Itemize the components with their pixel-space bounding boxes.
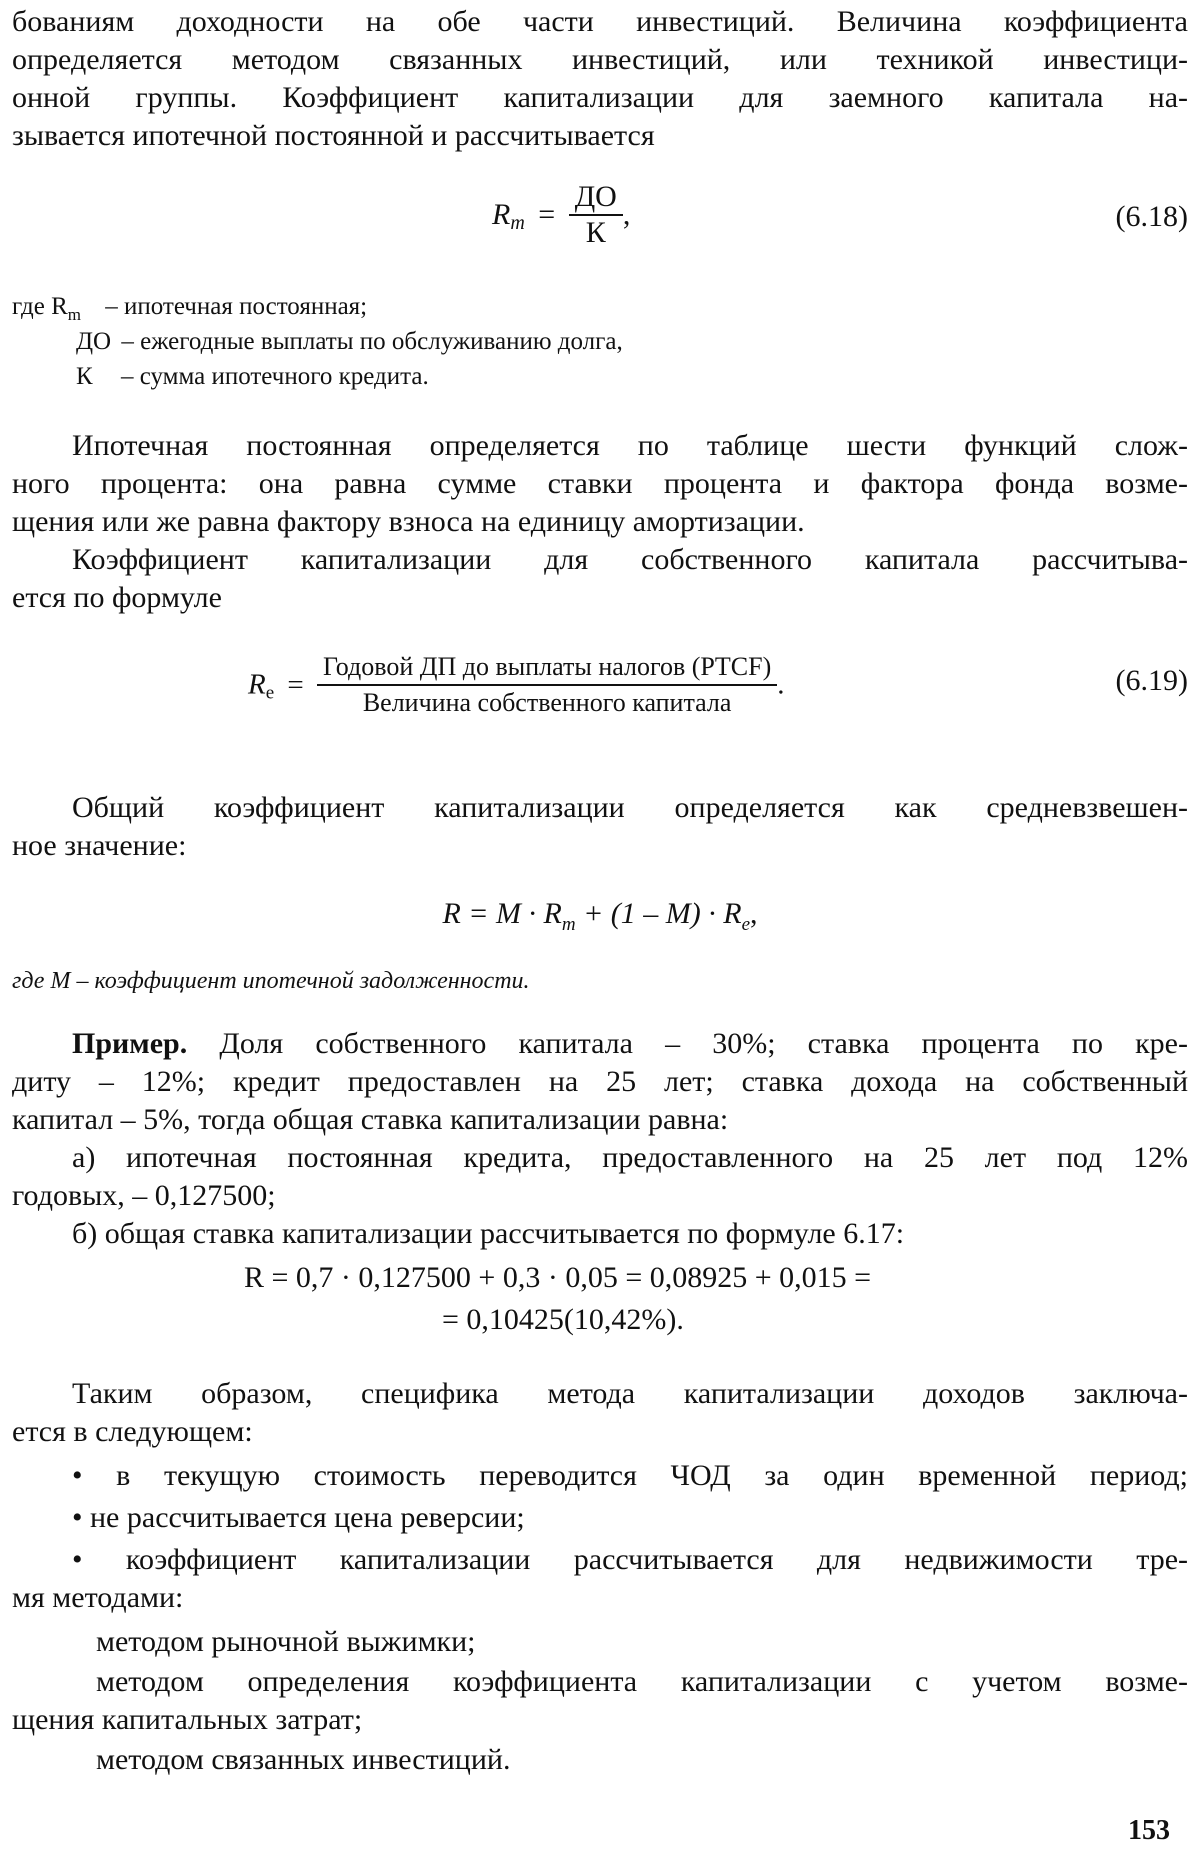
legend-m: где M – коэффициент ипотечной задолженности. <box>12 968 530 994</box>
eq-lhs-sub: e <box>265 682 275 704</box>
formula-sub: e <box>741 914 751 935</box>
legend-sub: m <box>67 305 81 324</box>
method-item: методом связанных инвестиций. <box>96 1743 511 1776</box>
equation-number: (6.19) <box>1115 664 1188 697</box>
legend-line <box>76 325 623 359</box>
page-number: 153 <box>1128 1815 1170 1846</box>
eq-tail: . <box>777 668 785 701</box>
text-line: зывается ипотечной постоянной и рассчитывается <box>12 119 655 152</box>
eq-sign: = <box>538 198 556 231</box>
formula-part: , <box>750 897 758 930</box>
equation-6-19 <box>12 650 1188 740</box>
calc-line: = 0,10425(10,42%). <box>442 1303 684 1336</box>
text-line: щения или же равна фактору взноса на единицу амортизации. <box>12 505 805 538</box>
text-line: определяется методом связанных инвестиций, или техникой инвестици- <box>12 43 1188 76</box>
weighted-formula <box>12 896 1188 943</box>
legend-text: – сумма ипотечного кредита. <box>120 363 429 390</box>
bullet-item: • не рассчитывается цена реверсии; <box>72 1501 525 1534</box>
text-line: мя методами: <box>12 1581 184 1614</box>
text-line: Общий коэффициент капитализации определяется как средневзвешен- <box>72 791 1188 824</box>
equation-number: (6.18) <box>1115 200 1188 233</box>
text-line: диту – 12%; кредит предоставлен на 25 лет; ставка дохода на собственный <box>12 1065 1188 1098</box>
document-page <box>12 0 1188 1860</box>
method-item: методом рыночной выжимки; <box>96 1625 476 1658</box>
formula-part: R = M · R <box>442 897 562 930</box>
example-line <box>12 1026 1188 1062</box>
eq-denominator: Величина собственного капитала <box>362 688 732 717</box>
method-item: методом определения коэффициента капитализации с учетом возме- <box>96 1665 1188 1698</box>
text-line: годовых, – 0,127500; <box>12 1179 276 1212</box>
text-line: Ипотечная постоянная определяется по таблице шести функций слож- <box>72 429 1188 462</box>
legend-symbol: К <box>76 363 93 390</box>
legend-symbol: ДО <box>76 328 112 355</box>
eq-numerator: ДО <box>569 180 623 216</box>
text-line: ется в следующем: <box>12 1415 253 1448</box>
legend-line <box>76 360 429 394</box>
legend-symbol: где R <box>12 293 68 320</box>
text-line: бованиям доходности на обе части инвестиций. Величина коэффициента <box>12 5 1188 38</box>
text-line: Таким образом, специфика метода капитализации доходов заключа- <box>72 1377 1188 1410</box>
legend-text: – ежегодные выплаты по обслуживанию долга, <box>121 328 623 355</box>
formula-part: + (1 – M) · R <box>575 897 742 930</box>
text-line: онной группы. Коэффициент капитализации для заемного капитала на- <box>12 81 1188 114</box>
text-line: а) ипотечная постоянная кредита, предоставленного на 25 лет под 12% <box>72 1141 1188 1174</box>
text-line: ного процента: она равна сумме ставки процента и фактора фонда возме- <box>12 467 1188 500</box>
equation-6-18 <box>12 180 1188 260</box>
eq-sign: = <box>287 668 304 701</box>
bullet-item: • в текущую стоимость переводится ЧОД за один временной период; <box>72 1459 1188 1492</box>
text-line: щения капитальных затрат; <box>12 1703 363 1736</box>
calc-line: R = 0,7 · 0,127500 + 0,3 · 0,05 = 0,08925 + 0,015 = <box>244 1261 872 1294</box>
eq-lhs-sub: m <box>510 211 525 234</box>
example-label: Пример. <box>72 1027 188 1060</box>
eq-numerator: Годовой ДП до выплаты налогов (PTCF) <box>317 650 777 686</box>
formula-sub: m <box>561 914 576 935</box>
bullet-item: • коэффициент капитализации рассчитывается для недвижимости тре- <box>72 1543 1188 1576</box>
eq-lhs: R <box>248 668 266 701</box>
text-line: ется по формуле <box>12 581 222 614</box>
eq-lhs: R <box>492 198 511 231</box>
text-line: капитал – 5%, тогда общая ставка капитализации равна: <box>12 1103 729 1136</box>
text-line: Коэффициент капитализации для собственного капитала рассчитыва- <box>72 543 1188 576</box>
eq-tail: , <box>622 198 631 231</box>
text-line: ное значение: <box>12 829 187 862</box>
text-fragment: Доля собственного капитала – 30%; ставка процента по кре- <box>187 1027 1188 1060</box>
text-line: б) общая ставка капитализации рассчитывается по формуле 6.17: <box>72 1217 905 1250</box>
legend-text: – ипотечная постоянная; <box>105 293 368 320</box>
eq-denominator: К <box>585 216 606 249</box>
